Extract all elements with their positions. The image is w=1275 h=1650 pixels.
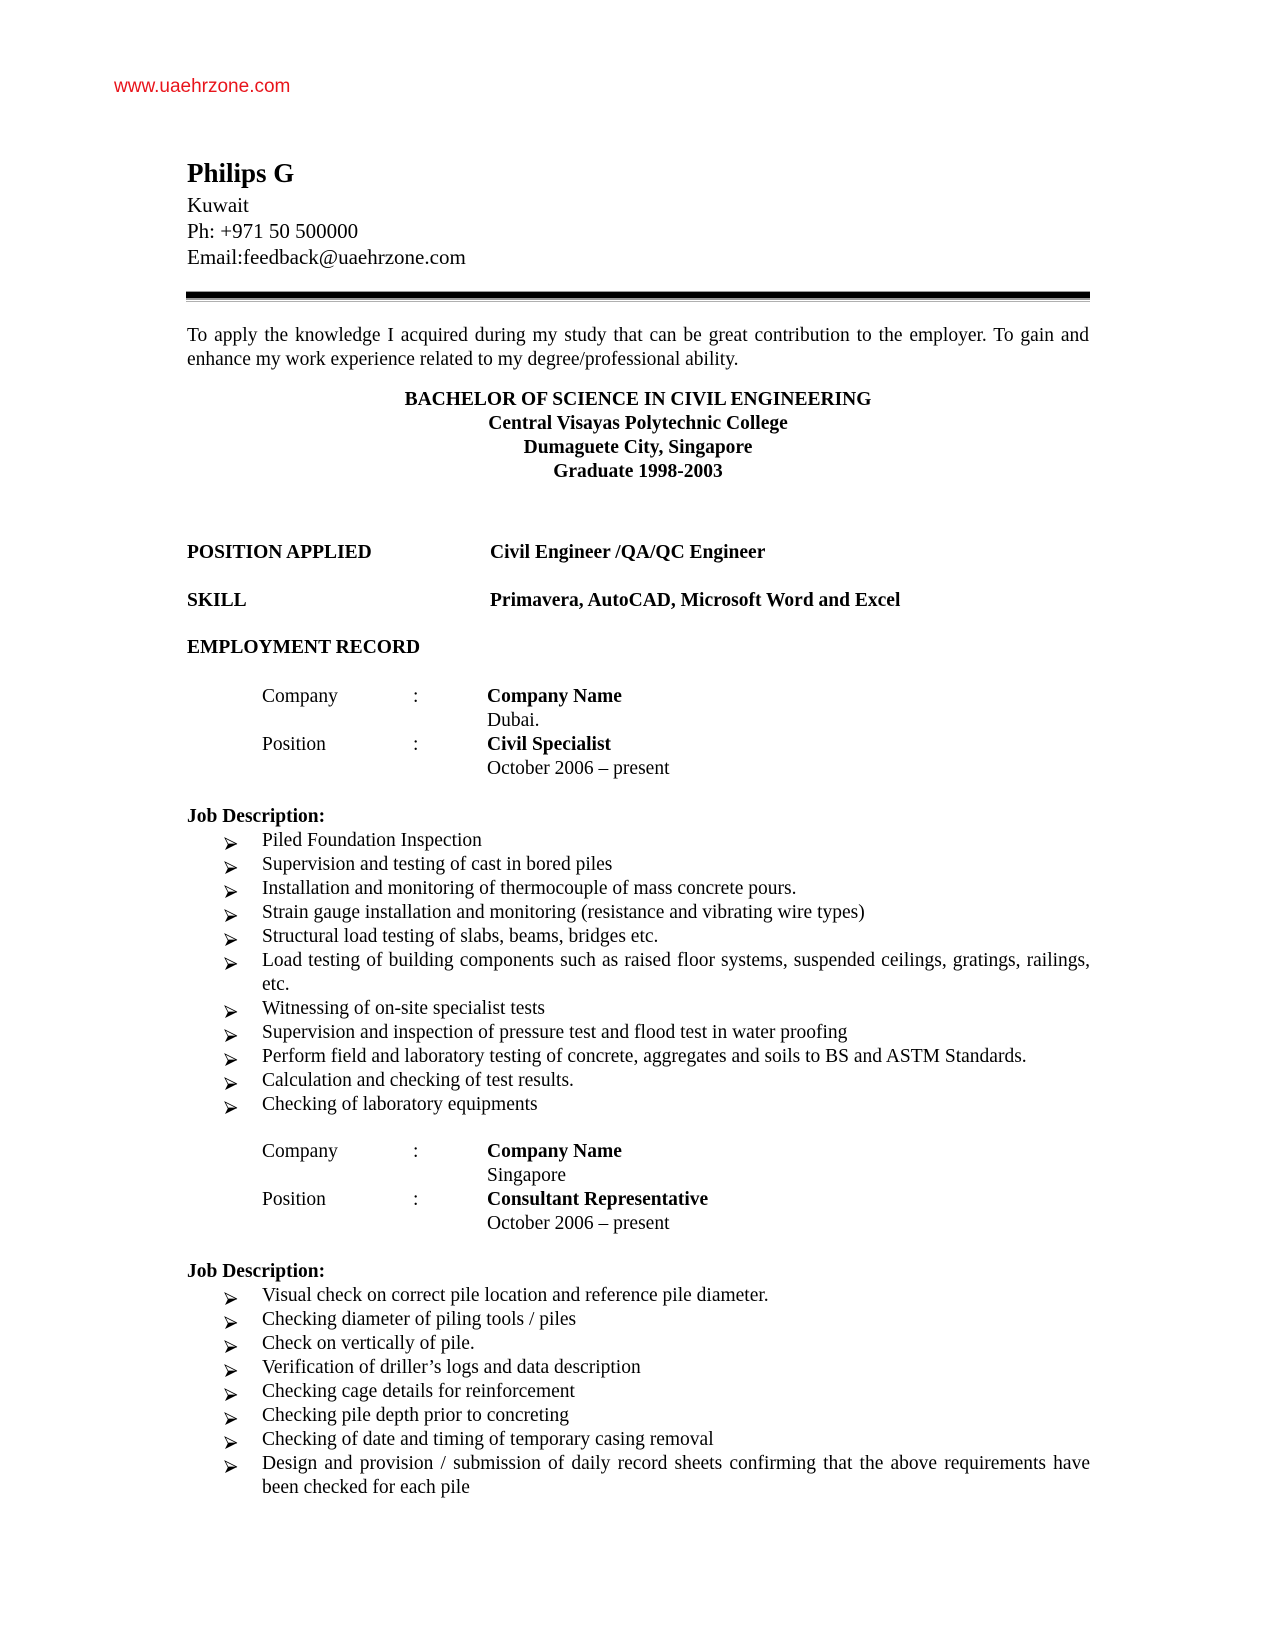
- company-name: Company Name: [487, 1141, 622, 1162]
- company-label: Company: [262, 686, 338, 707]
- duty-text: Installation and monitoring of thermocouple of mass concrete pours.: [262, 878, 797, 899]
- arrow-bullet-icon: [224, 1337, 238, 1351]
- arrow-bullet-icon: [224, 1385, 238, 1399]
- duties-list: [224, 829, 1090, 1117]
- colon: :: [413, 734, 419, 755]
- website-link[interactable]: www.uaehrzone.com: [114, 76, 291, 97]
- position-title: Consultant Representative: [487, 1189, 709, 1210]
- duty-item: [224, 997, 1090, 1021]
- duty-text: Perform field and laboratory testing of concrete, aggregates and soils to BS and ASTM Standards.: [262, 1046, 1027, 1067]
- arrow-bullet-icon: [224, 858, 238, 872]
- duty-item: [224, 1356, 1090, 1380]
- arrow-bullet-icon: [224, 1433, 238, 1447]
- duty-text: Checking cage details for reinforcement: [262, 1381, 575, 1402]
- arrow-bullet-icon: [224, 1002, 238, 1016]
- duty-text: Supervision and inspection of pressure test and flood test in water proofing: [262, 1022, 848, 1043]
- arrow-bullet-icon: [224, 1313, 238, 1327]
- education-block: [187, 388, 1089, 484]
- duty-item: [224, 1021, 1090, 1045]
- duty-text: Checking of date and timing of temporary casing removal: [262, 1429, 714, 1450]
- position-applied-label: POSITION APPLIED: [187, 542, 372, 563]
- duties-list: [224, 1284, 1090, 1500]
- colon: :: [413, 1141, 419, 1162]
- duty-item: [224, 1404, 1090, 1428]
- job-description-heading: Job Description:: [187, 806, 326, 827]
- duty-text: Load testing of building components such as raised floor systems, suspended ceilings, gratings, railings, etc.: [262, 950, 1090, 995]
- arrow-bullet-icon: [224, 1409, 238, 1423]
- duty-text: Strain gauge installation and monitoring (resistance and vibrating wire types): [262, 902, 865, 923]
- duty-text: Witnessing of on-site specialist tests: [262, 998, 546, 1019]
- duty-text: Checking diameter of piling tools / piles: [262, 1309, 577, 1330]
- objective-paragraph: To apply the knowledge I acquired during my study that can be great contribution to the employer. To gain and enhance my work experience related to my degree/professional ability.: [187, 325, 1089, 370]
- employment-period: October 2006 – present: [487, 1213, 670, 1234]
- candidate-location: Kuwait: [187, 193, 249, 217]
- company-location: Dubai.: [487, 710, 540, 731]
- duty-text: Checking pile depth prior to concreting: [262, 1405, 570, 1426]
- arrow-bullet-icon: [224, 930, 238, 944]
- duty-text: Verification of driller’s logs and data description: [262, 1357, 641, 1378]
- duty-item: [224, 949, 1090, 997]
- duty-text: Piled Foundation Inspection: [262, 830, 482, 851]
- position-label: Position: [262, 1189, 326, 1210]
- company-name: Company Name: [487, 686, 622, 707]
- duty-item: [224, 1069, 1090, 1093]
- arrow-bullet-icon: [224, 1457, 238, 1471]
- duty-text: Supervision and testing of cast in bored piles: [262, 854, 613, 875]
- position-title: Civil Specialist: [487, 734, 612, 755]
- arrow-bullet-icon: [224, 1026, 238, 1040]
- duty-item: [224, 1332, 1090, 1356]
- candidate-email: Email:feedback@uaehrzone.com: [187, 245, 466, 269]
- candidate-phone: Ph: +971 50 500000: [187, 219, 359, 243]
- duty-item: [224, 853, 1090, 877]
- duty-item: [224, 877, 1090, 901]
- arrow-bullet-icon: [224, 834, 238, 848]
- job-description-heading: Job Description:: [187, 1261, 326, 1282]
- duty-text: Checking of laboratory equipments: [262, 1094, 538, 1115]
- colon: :: [413, 686, 419, 707]
- education-degree: BACHELOR OF SCIENCE IN CIVIL ENGINEERING: [404, 389, 872, 410]
- duty-item: [224, 1284, 1090, 1308]
- arrow-bullet-icon: [224, 1050, 238, 1064]
- position-applied-value: Civil Engineer /QA/QC Engineer: [490, 542, 766, 563]
- education-years: Graduate 1998-2003: [553, 461, 723, 482]
- skill-label: SKILL: [187, 590, 247, 611]
- duty-item: [224, 1452, 1090, 1500]
- duty-text: Structural load testing of slabs, beams, bridges etc.: [262, 926, 659, 947]
- skill-value: Primavera, AutoCAD, Microsoft Word and Excel: [490, 590, 901, 611]
- arrow-bullet-icon: [224, 954, 238, 968]
- employment-period: October 2006 – present: [487, 758, 670, 779]
- arrow-bullet-icon: [224, 1289, 238, 1303]
- duty-item: [224, 1380, 1090, 1404]
- duty-item: [224, 1045, 1090, 1069]
- employment-entry-1: [262, 685, 670, 781]
- education-location: Dumaguete City, Singapore: [523, 437, 753, 458]
- duty-item: [224, 1093, 1090, 1117]
- arrow-bullet-icon: [224, 882, 238, 896]
- duty-text: Calculation and checking of test results.: [262, 1070, 574, 1091]
- employment-entry-2: [262, 1140, 708, 1236]
- employment-record-heading: EMPLOYMENT RECORD: [187, 637, 421, 658]
- company-label: Company: [262, 1141, 338, 1162]
- colon: :: [413, 1189, 419, 1210]
- arrow-bullet-icon: [224, 1098, 238, 1112]
- position-label: Position: [262, 734, 326, 755]
- duty-item: [224, 1428, 1090, 1452]
- arrow-bullet-icon: [224, 906, 238, 920]
- duty-text: Check on vertically of pile.: [262, 1333, 475, 1354]
- header-divider: [186, 291, 1090, 300]
- company-location: Singapore: [487, 1165, 567, 1186]
- duty-item: [224, 829, 1090, 853]
- duty-text: Visual check on correct pile location and reference pile diameter.: [262, 1285, 769, 1306]
- education-school: Central Visayas Polytechnic College: [488, 413, 788, 434]
- arrow-bullet-icon: [224, 1074, 238, 1088]
- candidate-name: Philips G: [187, 158, 295, 188]
- duty-item: [224, 925, 1090, 949]
- arrow-bullet-icon: [224, 1361, 238, 1375]
- duty-item: [224, 1308, 1090, 1332]
- duty-item: [224, 901, 1090, 925]
- duty-text: Design and provision / submission of daily record sheets confirming that the above requirements have been checked for each pile: [262, 1453, 1090, 1498]
